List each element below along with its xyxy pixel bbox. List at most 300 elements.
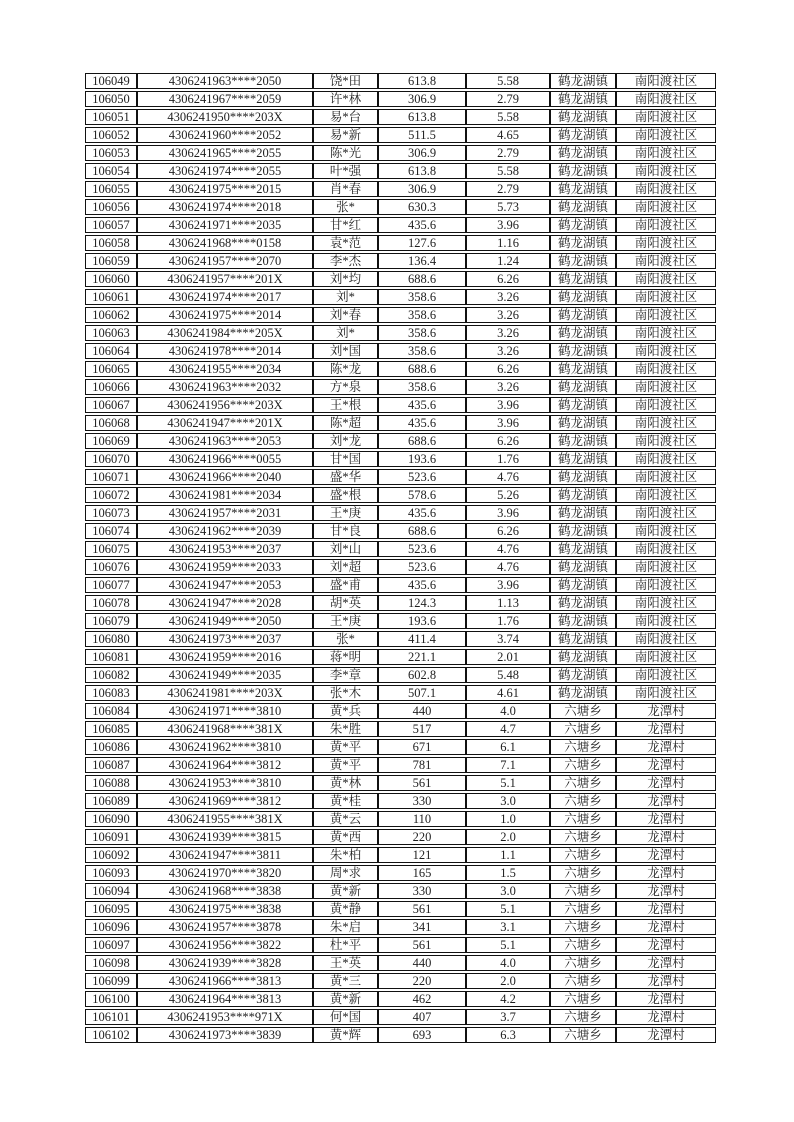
cell-ratio: 3.26 [466,307,550,323]
cell-serial: 106096 [85,919,137,935]
cell-amount: 330 [378,793,466,809]
cell-village: 南阳渡社区 [616,613,716,629]
cell-ratio: 6.26 [466,361,550,377]
cell-village: 南阳渡社区 [616,307,716,323]
cell-village: 龙潭村 [616,883,716,899]
cell-id-number: 4306241970****3820 [137,865,313,881]
table-row [85,793,716,809]
cell-serial: 106080 [85,631,137,647]
cell-id-number: 4306241981****2034 [137,487,313,503]
cell-amount: 306.9 [378,91,466,107]
cell-serial: 106070 [85,451,137,467]
cell-name: 许*林 [313,91,378,107]
cell-village: 南阳渡社区 [616,145,716,161]
cell-name: 朱*柏 [313,847,378,863]
cell-village: 龙潭村 [616,973,716,989]
cell-ratio: 4.76 [466,469,550,485]
cell-ratio: 1.24 [466,253,550,269]
cell-amount: 693 [378,1027,466,1043]
cell-village: 南阳渡社区 [616,595,716,611]
cell-village: 南阳渡社区 [616,73,716,89]
cell-name: 甘*国 [313,451,378,467]
cell-serial: 106066 [85,379,137,395]
cell-serial: 106073 [85,505,137,521]
table-row [85,127,716,143]
cell-amount: 124.3 [378,595,466,611]
cell-village: 南阳渡社区 [616,379,716,395]
cell-village: 南阳渡社区 [616,451,716,467]
cell-name: 陈*光 [313,145,378,161]
cell-id-number: 4306241971****2035 [137,217,313,233]
cell-name: 易*台 [313,109,378,125]
cell-id-number: 4306241969****3812 [137,793,313,809]
cell-id-number: 4306241939****3828 [137,955,313,971]
cell-village: 南阳渡社区 [616,181,716,197]
cell-id-number: 4306241975****2015 [137,181,313,197]
cell-town: 六塘乡 [550,829,616,845]
table-row [85,739,716,755]
table-row [85,631,716,647]
table-row [85,955,716,971]
cell-amount: 435.6 [378,505,466,521]
cell-name: 王*英 [313,955,378,971]
table-row [85,199,716,215]
table-row [85,253,716,269]
table-row [85,181,716,197]
cell-town: 六塘乡 [550,1027,616,1043]
cell-town: 鹤龙湖镇 [550,343,616,359]
cell-amount: 613.8 [378,73,466,89]
table-row [85,775,716,791]
table-row [85,559,716,575]
cell-village: 龙潭村 [616,955,716,971]
cell-id-number: 4306241947****201X [137,415,313,431]
cell-town: 六塘乡 [550,757,616,773]
cell-name: 刘* [313,289,378,305]
cell-village: 龙潭村 [616,937,716,953]
cell-serial: 106077 [85,577,137,593]
cell-village: 南阳渡社区 [616,91,716,107]
cell-serial: 106081 [85,649,137,665]
cell-serial: 106099 [85,973,137,989]
cell-serial: 106092 [85,847,137,863]
table-row [85,649,716,665]
cell-name: 黄*辉 [313,1027,378,1043]
cell-serial: 106057 [85,217,137,233]
cell-village: 龙潭村 [616,721,716,737]
cell-id-number: 4306241953****971X [137,1009,313,1025]
records-table-body [85,73,716,1043]
cell-village: 龙潭村 [616,775,716,791]
table-row [85,595,716,611]
cell-ratio: 6.1 [466,739,550,755]
cell-town: 六塘乡 [550,883,616,899]
cell-ratio: 3.26 [466,379,550,395]
cell-id-number: 4306241964****3813 [137,991,313,1007]
cell-id-number: 4306241957****3878 [137,919,313,935]
cell-amount: 435.6 [378,415,466,431]
cell-town: 六塘乡 [550,991,616,1007]
cell-amount: 330 [378,883,466,899]
cell-id-number: 4306241959****2016 [137,649,313,665]
table-row [85,163,716,179]
cell-ratio: 5.1 [466,901,550,917]
cell-ratio: 4.76 [466,541,550,557]
table-row [85,847,716,863]
cell-id-number: 4306241963****2032 [137,379,313,395]
table-row [85,451,716,467]
cell-serial: 106098 [85,955,137,971]
cell-town: 鹤龙湖镇 [550,271,616,287]
cell-amount: 602.8 [378,667,466,683]
cell-village: 龙潭村 [616,991,716,1007]
cell-town: 鹤龙湖镇 [550,289,616,305]
cell-ratio: 5.1 [466,937,550,953]
cell-serial: 106051 [85,109,137,125]
table-row [85,1009,716,1025]
cell-amount: 517 [378,721,466,737]
cell-name: 甘*良 [313,523,378,539]
cell-serial: 106090 [85,811,137,827]
cell-name: 黄*新 [313,883,378,899]
cell-ratio: 5.48 [466,667,550,683]
cell-name: 刘*龙 [313,433,378,449]
cell-name: 周*求 [313,865,378,881]
cell-name: 蒋*明 [313,649,378,665]
cell-serial: 106095 [85,901,137,917]
cell-serial: 106059 [85,253,137,269]
cell-serial: 106052 [85,127,137,143]
cell-town: 六塘乡 [550,793,616,809]
cell-name: 黄*兵 [313,703,378,719]
cell-town: 鹤龙湖镇 [550,199,616,215]
cell-amount: 671 [378,739,466,755]
cell-name: 王*庚 [313,613,378,629]
cell-town: 鹤龙湖镇 [550,649,616,665]
cell-id-number: 4306241947****2053 [137,577,313,593]
cell-amount: 781 [378,757,466,773]
cell-amount: 688.6 [378,433,466,449]
cell-town: 鹤龙湖镇 [550,127,616,143]
cell-town: 鹤龙湖镇 [550,217,616,233]
cell-village: 龙潭村 [616,793,716,809]
cell-village: 南阳渡社区 [616,289,716,305]
cell-serial: 106060 [85,271,137,287]
cell-town: 鹤龙湖镇 [550,253,616,269]
table-row [85,883,716,899]
cell-serial: 106100 [85,991,137,1007]
cell-amount: 411.4 [378,631,466,647]
cell-serial: 106065 [85,361,137,377]
cell-amount: 306.9 [378,181,466,197]
cell-amount: 121 [378,847,466,863]
cell-ratio: 1.76 [466,613,550,629]
cell-town: 鹤龙湖镇 [550,181,616,197]
cell-village: 龙潭村 [616,1009,716,1025]
cell-amount: 358.6 [378,307,466,323]
table-row [85,415,716,431]
table-row [85,685,716,701]
table-row [85,667,716,683]
cell-serial: 106063 [85,325,137,341]
table-row [85,991,716,1007]
cell-name: 黄*林 [313,775,378,791]
table-row [85,73,716,89]
cell-town: 鹤龙湖镇 [550,505,616,521]
cell-ratio: 5.73 [466,199,550,215]
cell-amount: 435.6 [378,577,466,593]
cell-serial: 106089 [85,793,137,809]
cell-ratio: 6.26 [466,433,550,449]
cell-id-number: 4306241978****2014 [137,343,313,359]
cell-serial: 106086 [85,739,137,755]
cell-name: 刘*超 [313,559,378,575]
cell-village: 南阳渡社区 [616,559,716,575]
cell-id-number: 4306241950****203X [137,109,313,125]
cell-ratio: 3.96 [466,397,550,413]
cell-id-number: 4306241963****2050 [137,73,313,89]
cell-serial: 106075 [85,541,137,557]
cell-town: 鹤龙湖镇 [550,109,616,125]
cell-id-number: 4306241975****3838 [137,901,313,917]
cell-id-number: 4306241955****2034 [137,361,313,377]
cell-serial: 106062 [85,307,137,323]
cell-ratio: 3.0 [466,793,550,809]
cell-town: 六塘乡 [550,955,616,971]
cell-ratio: 4.2 [466,991,550,1007]
cell-village: 南阳渡社区 [616,397,716,413]
cell-amount: 127.6 [378,235,466,251]
cell-serial: 106071 [85,469,137,485]
cell-id-number: 4306241981****203X [137,685,313,701]
cell-town: 鹤龙湖镇 [550,559,616,575]
cell-amount: 136.4 [378,253,466,269]
cell-ratio: 5.58 [466,109,550,125]
cell-ratio: 3.96 [466,415,550,431]
cell-ratio: 5.58 [466,163,550,179]
cell-town: 鹤龙湖镇 [550,595,616,611]
cell-id-number: 4306241957****201X [137,271,313,287]
cell-village: 龙潭村 [616,829,716,845]
cell-id-number: 4306241973****3839 [137,1027,313,1043]
cell-serial: 106078 [85,595,137,611]
cell-ratio: 3.96 [466,217,550,233]
cell-id-number: 4306241956****203X [137,397,313,413]
cell-serial: 106082 [85,667,137,683]
cell-amount: 193.6 [378,451,466,467]
cell-town: 鹤龙湖镇 [550,397,616,413]
cell-ratio: 2.79 [466,145,550,161]
table-row [85,289,716,305]
cell-amount: 220 [378,829,466,845]
table-row [85,487,716,503]
cell-amount: 306.9 [378,145,466,161]
cell-name: 王*根 [313,397,378,413]
cell-ratio: 1.0 [466,811,550,827]
cell-serial: 106074 [85,523,137,539]
cell-town: 六塘乡 [550,847,616,863]
cell-town: 鹤龙湖镇 [550,91,616,107]
cell-name: 黄*云 [313,811,378,827]
cell-serial: 106064 [85,343,137,359]
cell-village: 南阳渡社区 [616,343,716,359]
cell-village: 南阳渡社区 [616,685,716,701]
cell-amount: 220 [378,973,466,989]
table-row [85,379,716,395]
records-table [85,71,716,1045]
cell-serial: 106088 [85,775,137,791]
cell-village: 南阳渡社区 [616,649,716,665]
cell-village: 南阳渡社区 [616,667,716,683]
cell-town: 鹤龙湖镇 [550,379,616,395]
table-row [85,235,716,251]
cell-amount: 523.6 [378,469,466,485]
cell-name: 陈*超 [313,415,378,431]
cell-name: 黄*平 [313,757,378,773]
cell-town: 六塘乡 [550,919,616,935]
cell-amount: 630.3 [378,199,466,215]
table-row [85,469,716,485]
cell-ratio: 5.26 [466,487,550,503]
cell-amount: 578.6 [378,487,466,503]
cell-town: 鹤龙湖镇 [550,73,616,89]
cell-amount: 613.8 [378,109,466,125]
cell-village: 龙潭村 [616,1027,716,1043]
cell-ratio: 3.26 [466,325,550,341]
table-row [85,937,716,953]
cell-village: 龙潭村 [616,739,716,755]
cell-amount: 523.6 [378,559,466,575]
cell-amount: 688.6 [378,361,466,377]
cell-village: 南阳渡社区 [616,253,716,269]
table-row [85,1027,716,1043]
cell-serial: 106091 [85,829,137,845]
cell-amount: 358.6 [378,289,466,305]
cell-id-number: 4306241968****0158 [137,235,313,251]
cell-name: 甘*红 [313,217,378,233]
cell-village: 南阳渡社区 [616,487,716,503]
cell-ratio: 2.79 [466,91,550,107]
table-row [85,325,716,341]
cell-name: 刘*山 [313,541,378,557]
cell-id-number: 4306241963****2053 [137,433,313,449]
cell-amount: 688.6 [378,271,466,287]
cell-amount: 561 [378,901,466,917]
cell-ratio: 3.1 [466,919,550,935]
cell-serial: 106083 [85,685,137,701]
cell-ratio: 1.5 [466,865,550,881]
table-row [85,433,716,449]
cell-name: 何*国 [313,1009,378,1025]
cell-town: 鹤龙湖镇 [550,325,616,341]
cell-village: 南阳渡社区 [616,127,716,143]
cell-town: 六塘乡 [550,739,616,755]
cell-town: 六塘乡 [550,811,616,827]
table-row [85,91,716,107]
cell-amount: 462 [378,991,466,1007]
cell-ratio: 2.01 [466,649,550,665]
cell-id-number: 4306241959****2033 [137,559,313,575]
cell-village: 南阳渡社区 [616,523,716,539]
cell-name: 盛*华 [313,469,378,485]
cell-village: 龙潭村 [616,703,716,719]
cell-village: 南阳渡社区 [616,505,716,521]
cell-amount: 511.5 [378,127,466,143]
cell-id-number: 4306241957****2070 [137,253,313,269]
cell-town: 六塘乡 [550,703,616,719]
cell-id-number: 4306241939****3815 [137,829,313,845]
cell-serial: 106093 [85,865,137,881]
table-row [85,523,716,539]
cell-id-number: 4306241974****2017 [137,289,313,305]
cell-amount: 110 [378,811,466,827]
cell-serial: 106097 [85,937,137,953]
cell-amount: 613.8 [378,163,466,179]
cell-ratio: 6.26 [466,523,550,539]
cell-amount: 407 [378,1009,466,1025]
cell-name: 易*新 [313,127,378,143]
cell-name: 盛*甫 [313,577,378,593]
cell-ratio: 3.0 [466,883,550,899]
cell-name: 朱*启 [313,919,378,935]
table-row [85,109,716,125]
cell-id-number: 4306241949****2050 [137,613,313,629]
cell-village: 南阳渡社区 [616,109,716,125]
cell-amount: 440 [378,703,466,719]
table-row [85,973,716,989]
cell-town: 鹤龙湖镇 [550,613,616,629]
cell-town: 鹤龙湖镇 [550,415,616,431]
cell-name: 黄*桂 [313,793,378,809]
cell-ratio: 3.96 [466,577,550,593]
cell-amount: 435.6 [378,397,466,413]
cell-ratio: 7.1 [466,757,550,773]
cell-id-number: 4306241960****2052 [137,127,313,143]
cell-town: 鹤龙湖镇 [550,361,616,377]
cell-name: 盛*根 [313,487,378,503]
cell-ratio: 3.26 [466,343,550,359]
cell-serial: 106055 [85,181,137,197]
cell-town: 鹤龙湖镇 [550,685,616,701]
cell-village: 龙潭村 [616,865,716,881]
cell-village: 南阳渡社区 [616,577,716,593]
cell-village: 南阳渡社区 [616,541,716,557]
table-row [85,361,716,377]
cell-ratio: 1.76 [466,451,550,467]
cell-id-number: 4306241964****3812 [137,757,313,773]
cell-town: 六塘乡 [550,1009,616,1025]
cell-name: 肖*春 [313,181,378,197]
cell-village: 南阳渡社区 [616,199,716,215]
table-row [85,307,716,323]
cell-ratio: 5.58 [466,73,550,89]
cell-id-number: 4306241953****3810 [137,775,313,791]
cell-town: 鹤龙湖镇 [550,523,616,539]
cell-name: 刘*均 [313,271,378,287]
cell-serial: 106061 [85,289,137,305]
cell-name: 黄*西 [313,829,378,845]
cell-town: 鹤龙湖镇 [550,235,616,251]
cell-village: 南阳渡社区 [616,415,716,431]
cell-village: 南阳渡社区 [616,361,716,377]
cell-serial: 106068 [85,415,137,431]
cell-ratio: 2.0 [466,973,550,989]
table-row [85,397,716,413]
cell-name: 刘*国 [313,343,378,359]
table-row [85,271,716,287]
cell-amount: 688.6 [378,523,466,539]
cell-serial: 106072 [85,487,137,503]
